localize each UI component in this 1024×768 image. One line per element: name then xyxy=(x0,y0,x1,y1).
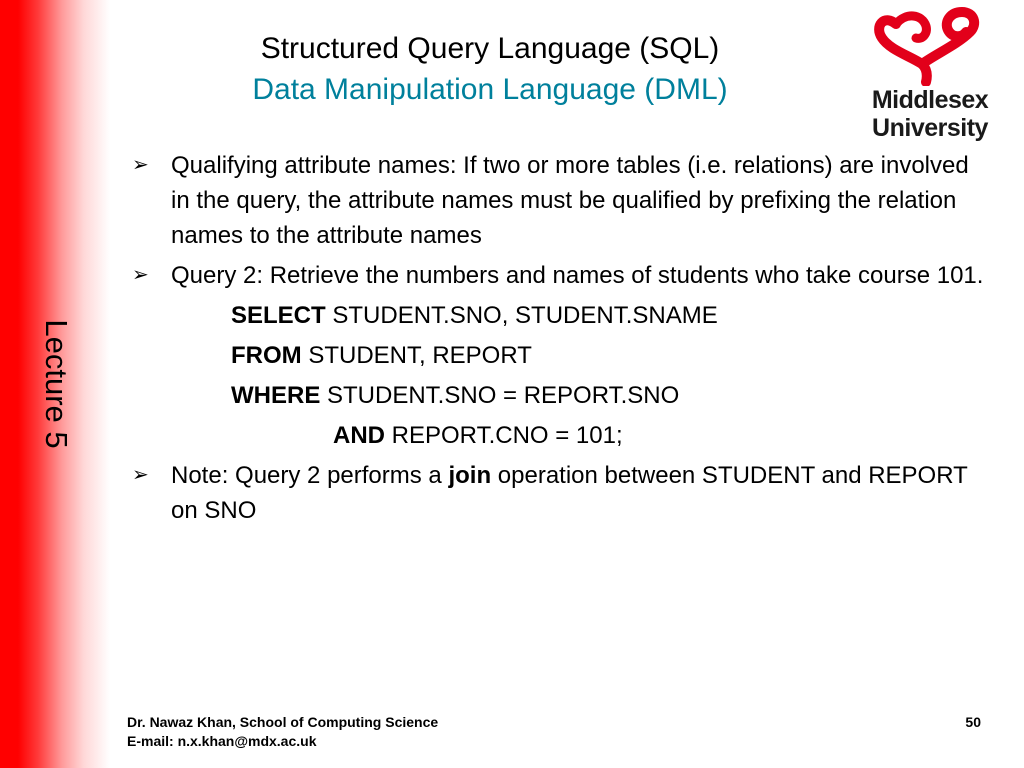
bullet-text: Query 2: Retrieve the numbers and names of students who take course 101. xyxy=(171,262,984,289)
sql-clause: STUDENT.SNO, STUDENT.SNAME xyxy=(325,302,718,329)
middlesex-emblem-icon xyxy=(866,4,996,86)
university-logo xyxy=(866,4,996,144)
sql-clause: STUDENT, REPORT xyxy=(301,342,532,369)
logo-line-1: Middlesex xyxy=(871,86,989,114)
logo-line-2: University xyxy=(872,114,988,142)
page-number: 50 xyxy=(965,714,981,730)
bullet-qualifying-names xyxy=(130,148,990,253)
sql-keyword: SELECT xyxy=(231,302,326,329)
title-subtitle: Data Manipulation Language (DML) xyxy=(252,73,728,106)
arrow-bullet-icon: ➢ xyxy=(132,154,149,176)
slide-footer xyxy=(127,713,981,751)
sql-from-line xyxy=(231,338,990,373)
sql-keyword: FROM xyxy=(231,342,302,369)
footer-email: E-mail: n.x.khan@mdx.ac.uk xyxy=(127,733,317,749)
lecture-label: Lecture 5 xyxy=(39,319,74,449)
logo-wordmark xyxy=(866,86,994,142)
bullet-query-2 xyxy=(130,258,990,293)
sql-keyword: WHERE xyxy=(231,382,321,409)
sql-where-line xyxy=(231,378,990,413)
slide-body xyxy=(130,148,990,533)
sql-keyword: AND xyxy=(333,422,385,449)
sql-select-line xyxy=(231,298,990,333)
sql-clause: STUDENT.SNO = REPORT.SNO xyxy=(320,382,680,409)
bullet-note-join xyxy=(130,458,990,528)
arrow-bullet-icon: ➢ xyxy=(132,264,149,286)
bullet-text-before: Note: Query 2 performs a xyxy=(171,462,449,489)
side-gradient-band xyxy=(0,0,112,768)
sql-clause: REPORT.CNO = 101; xyxy=(385,422,623,449)
slide-title xyxy=(130,28,850,110)
sql-and-line xyxy=(333,418,990,453)
bullet-text-bold: join xyxy=(448,462,492,489)
bullet-text-after: operation between STUDENT and REPORT on SNO xyxy=(171,462,968,524)
footer-author: Dr. Nawaz Khan, School of Computing Science xyxy=(127,714,439,730)
bullet-text: Qualifying attribute names: If two or more tables (i.e. relations) are involved in the query, the attribute names must be qualified by prefixing the relation names to the attribute names xyxy=(171,152,969,249)
title-main: Structured Query Language (SQL) xyxy=(260,32,720,65)
arrow-bullet-icon: ➢ xyxy=(132,464,149,486)
